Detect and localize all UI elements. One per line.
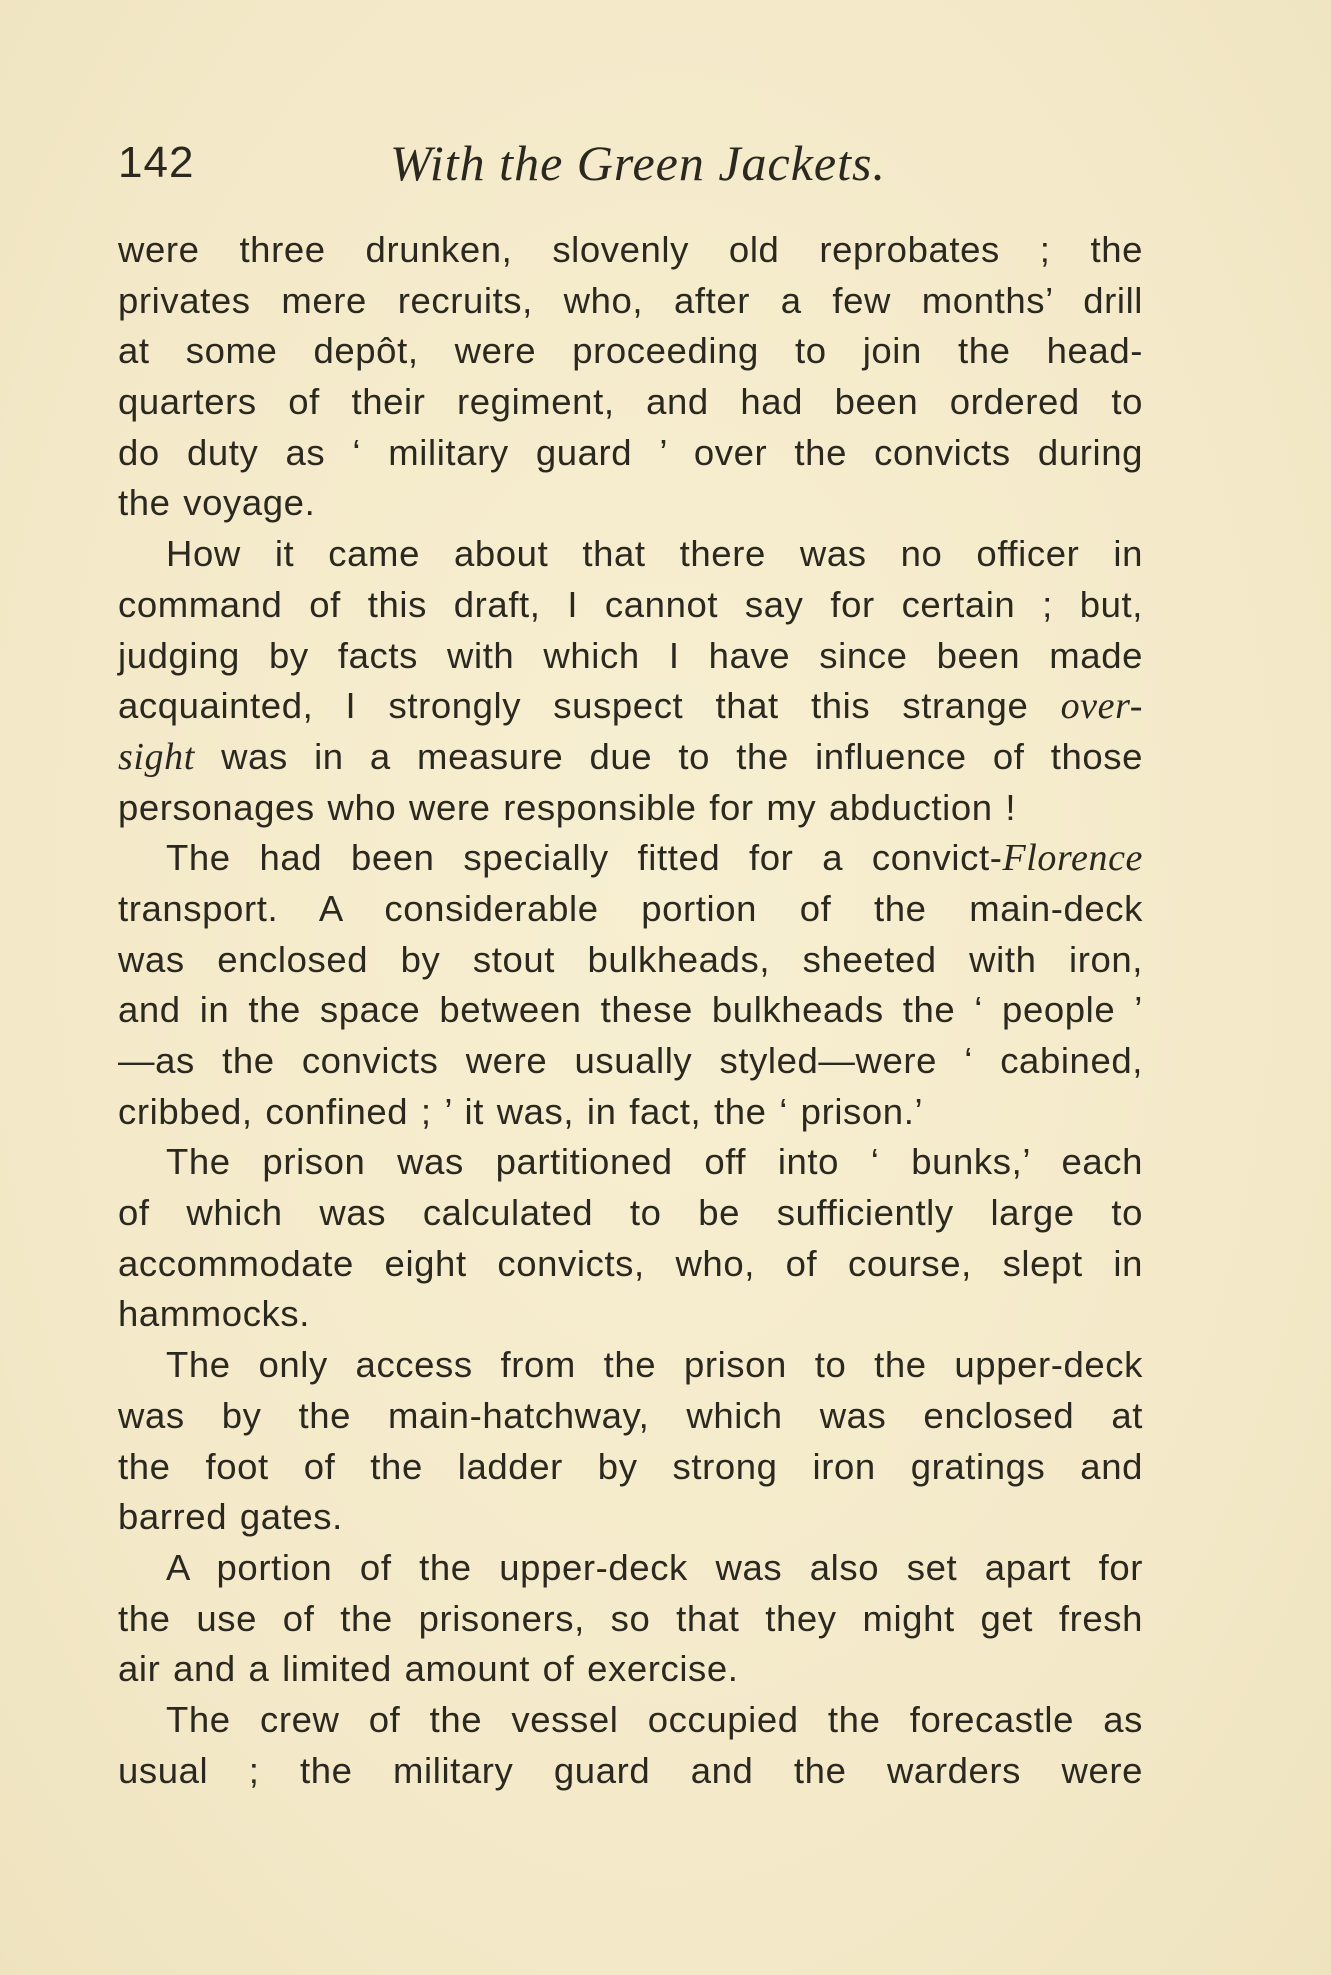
line-text: —as the convicts were usually styled—were ‘ cabined, <box>118 1040 1143 1081</box>
line-text: the voyage. <box>118 482 316 524</box>
text-line <box>118 1695 1143 1746</box>
text-line <box>118 1289 1143 1340</box>
text-line <box>118 1087 1143 1138</box>
text-line <box>118 884 1143 935</box>
text-line <box>118 529 1143 580</box>
text-line <box>118 1239 1143 1290</box>
line-text: barred gates. <box>118 1496 343 1538</box>
line-text: and in the space between these bulkheads the ‘ people ’ <box>118 989 1143 1031</box>
line-text: air and a limited amount of exercise. <box>118 1648 739 1690</box>
line-text: of which was calculated to be sufficiently large to <box>118 1192 1143 1234</box>
line-text: hammocks. <box>118 1293 310 1335</box>
line-text: judging by facts with which I have since been made <box>118 634 1143 676</box>
text-line <box>118 935 1143 986</box>
text-line <box>118 1746 1143 1797</box>
line-text: privates mere recruits, who, after a few months’ drill <box>118 279 1143 321</box>
line-text: The <box>166 837 260 879</box>
text-line <box>118 1644 1143 1695</box>
text-line <box>118 1543 1143 1594</box>
text-line <box>118 681 1143 732</box>
line-text: transport. A considerable portion of the main-deck <box>118 887 1143 929</box>
text-line <box>118 276 1143 327</box>
line-text: were three drunken, slovenly old reprobates ; the <box>118 229 1143 270</box>
text-line <box>118 1036 1143 1087</box>
running-head <box>118 128 1138 198</box>
text-line <box>118 732 1143 783</box>
line-text: A portion of the upper-deck was also set apart for <box>166 1546 1143 1588</box>
line-text: at some depôt, were proceeding to join the head- <box>118 330 1143 372</box>
italic-text: Florence <box>1002 837 1143 880</box>
text-line <box>118 783 1143 834</box>
running-title: With the Green Jackets. <box>390 135 886 191</box>
text-line <box>118 1137 1143 1188</box>
text-line <box>118 580 1143 631</box>
text-line <box>118 631 1143 682</box>
line-text: had been specially fitted for a convict- <box>259 837 1003 879</box>
line-text: accommodate eight convicts, who, of course, slept in <box>118 1242 1143 1284</box>
line-text: was enclosed by stout bulkheads, sheeted with iron, <box>118 938 1143 980</box>
line-text: do duty as ‘ military guard ’ over the convicts during <box>118 431 1143 473</box>
text-line <box>118 1391 1143 1442</box>
line-text: acquainted, I strongly suspect that this strange <box>118 685 1061 727</box>
page-number: 142 <box>118 138 195 187</box>
body-text <box>118 225 1143 1796</box>
line-text: personages who were responsible for my abduction ! <box>118 786 1017 828</box>
text-line <box>118 985 1143 1036</box>
line-text: was by the main-hatchway, which was enclosed at <box>118 1394 1143 1436</box>
line-text: quarters of their regiment, and had been ordered to <box>118 381 1143 423</box>
text-line <box>118 377 1143 428</box>
text-line <box>118 1340 1143 1391</box>
line-text: the foot of the ladder by strong iron gratings and <box>118 1445 1143 1487</box>
text-line <box>118 1188 1143 1239</box>
text-line <box>118 428 1143 479</box>
line-text: The only access from the prison to the upper-deck <box>166 1344 1143 1386</box>
italic-text: over- <box>1060 685 1143 728</box>
line-text: The prison was partitioned off into ‘ bunks,’ each <box>166 1141 1143 1183</box>
text-line <box>118 833 1143 884</box>
line-text: cribbed, confined ; ’ it was, in fact, the ‘ prison.’ <box>118 1090 924 1132</box>
text-line <box>118 1594 1143 1645</box>
text-line <box>118 478 1143 529</box>
text-line <box>118 225 1143 276</box>
line-text: How it came about that there was no officer in <box>166 533 1143 575</box>
text-line <box>118 326 1143 377</box>
line-text: the use of the prisoners, so that they might get fresh <box>118 1597 1143 1639</box>
line-text: The crew of the vessel occupied the forecastle as <box>166 1698 1143 1740</box>
line-text: was in a measure due to the influence of those <box>194 735 1143 777</box>
line-text: usual ; the military guard and the warders were <box>118 1749 1143 1791</box>
text-line <box>118 1442 1143 1493</box>
italic-text: sight <box>118 735 195 778</box>
text-line <box>118 1492 1143 1543</box>
line-text: command of this draft, I cannot say for certain ; but, <box>118 583 1143 625</box>
